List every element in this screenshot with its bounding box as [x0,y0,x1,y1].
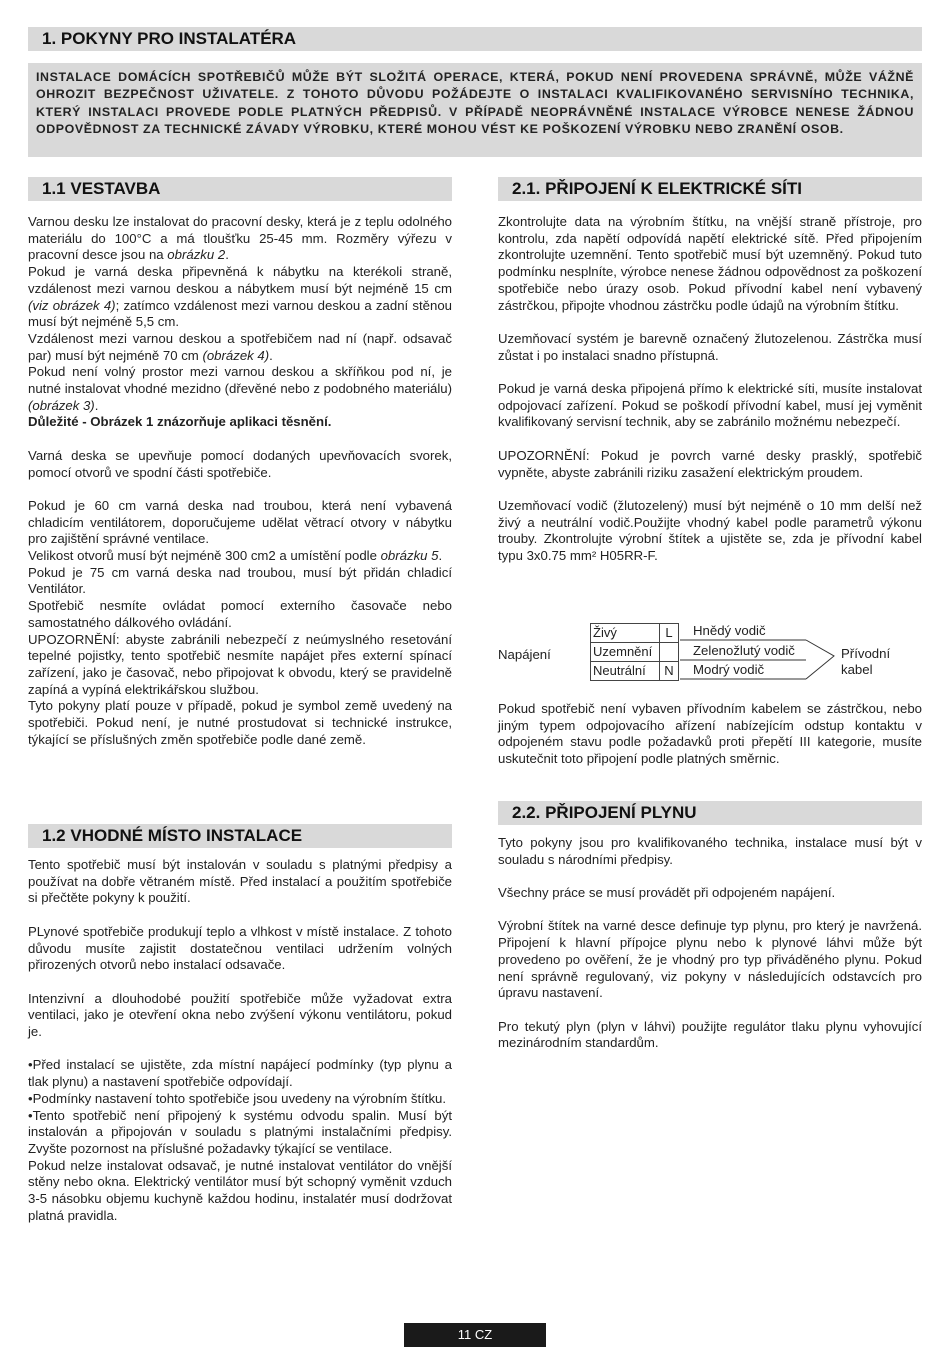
paragraph: Tyto pokyny jsou pro kvalifikovaného technika, instalace musí být v souladu s národními předpisy. [498,835,922,867]
section-1-2-body [28,857,452,1224]
paragraph: •Před instalací se ujistěte, zda místní napájecí podmínky (typ plynu a tlak plynu) a nastavení spotřebiče odpovídají. [28,1057,452,1090]
section-2-1-body-after [498,701,922,768]
paragraph: Varnou desku lze instalovat do pracovní desky, která je z teplu odolného materiálu do 100°C a má tloušťku 25-45 mm. Rozměry výřezu v pracovní desce jsou na obrázku 2. [28,214,452,263]
section-2-2-body [498,835,922,1052]
supply-cable-label-line1: Přívodní [841,646,891,661]
section-1-2-title: 1.2 VHODNÉ MÍSTO INSTALACE [42,826,303,845]
main-header-title: 1. POKYNY PRO INSTALATÉRA [42,29,297,48]
paragraph: Výrobní štítek na varné desce definuje typ plynu, pro který je navržená. Připojení k hlavní přípojce plynu nebo k plynové láhvi může být provedeno po ověření, že je vhodný pro typ přiváděného plynu. Pokud není správně regulovaný, viz pokyny v následujících odstavcích pro úpravu nastavení. [498,918,922,1001]
section-2-1-body [498,214,922,565]
page-number: 11 CZ [404,1323,546,1347]
paragraph: Pro tekutý plyn (plyn v láhvi) použijte regulátor tlaku plynu vyhovující mezinárodním standardům. [498,1018,922,1051]
paragraph: Spotřebič nesmíte ovládat pomocí externího časovače nebo samostatného dálkového ovládání. [28,598,452,630]
section-1-1-header [28,177,452,201]
paragraph: Tyto pokyny platí pouze v případě, pokud je symbol země uvedený na spotřebiči. Pokud není, je nutné prostudovat si technické instrukce, týkající se příslušných změn spotřebiče podle dané země. [28,698,452,747]
supply-label: Napájení [498,647,551,662]
important-note: Důležité - Obrázek 1 znázorňuje aplikaci těsnění. [28,414,332,430]
supply-cable-label-line2: kabel [841,662,873,677]
paragraph: Pokud je 75 cm varná deska nad troubou, musí být přidán chladicí Ventilátor. [28,564,452,597]
warning-box: INSTALACE DOMÁCÍCH SPOTŘEBIČŮ MŮŽE BÝT SLOŽITÁ OPERACE, KTERÁ, POKUD NENÍ PROVEDENA SPRÁVNĚ, MŮŽE VÁŽNĚ OHROZIT BEZPEČNOST UŽIVATELE. Z TOHOTO DŮVODU POŽÁDEJTE O INSTALACI KVALIFIKOVANÉHO SERVISNÍHO TECHNIKA, KTERÝ INSTALACI PROVEDE PODLE PLATNÝCH PŘEDPISŮ. V PŘÍPADĚ NEOPRÁVNĚNÉ INSTALACE VÝROBCE NENESE ŽÁDNOU ODPOVĚDNOST ZA TECHNICKÉ ZÁVADY VÝROBKU, KTERÉ MOHOU VÉST KE POŠKOZENÍ VÝROBKU NEBO ZRANĚNÍ OSOB. [28,63,922,157]
section-1-2-header [28,824,452,848]
paragraph: Pokud spotřebič není vybaven přívodním kabelem se zástrčkou, nebo jiným typem odpojovacího ařízení nabízejícím odstup kontaktu v odpojeném stavu podle požadavků proti přepětí III kategorie, musíte uskutečnit toto připojení podle platných směrnic. [498,701,922,767]
section-2-2-title: 2.2. PŘIPOJENÍ PLYNU [512,803,697,822]
paragraph: Všechny práce se musí provádět při odpojeném napájení. [498,885,836,901]
paragraph: Tento spotřebič musí být instalován v souladu s platnými předpisy a používat na dobře větraném místě. Před instalací a použitím spotřebiče si přečtěte pokyny k použití. [28,857,452,906]
paragraph: Uzemňovací vodič (žlutozelený) musí být nejméně o 10 mm delší než živý a neutrální vodič.Použijte vhodný kabel podle parametrů výkonu trouby. Zkontrolujte výrobní štítek a ujistěte se, zda je přívodní kabel typu 3x0.75 mm² H05RR-F. [498,497,922,563]
green-yellow-wire-label: Zelenožlutý vodič [693,643,795,658]
section-1-1-title: 1.1 VESTAVBA [42,179,161,198]
paragraph: Pokud nelze instalovat odsavač, je nutné instalovat ventilátor do vnější stěny nebo okna. Elektrický ventilátor musí být schopný vyměnit vzduch 3-5 násobku objemu kuchyně každou hodinu, instalatér musí dodržovat platná pravidla. [28,1157,452,1223]
paragraph: Velikost otvorů musí být nejméně 300 cm2 a umístění podle obrázku 5. [28,548,443,564]
paragraph: Intenzivní a dlouhodobé použití spotřebiče může vyžadovat extra ventilaci, jako je otevření okna nebo zvýšení výkonu ventilátoru, pokud je. [28,990,452,1039]
paragraph: Uzemňovací systém je barevně označený žlutozelenou. Zástrčka musí zůstat i po instalaci snadno přístupná. [498,330,922,363]
neutral-cell: Neutrální [590,661,660,681]
paragraph: Pokud je varná deska připevněná k nábytku na kterékoli straně, vzdálenost mezi varnou deskou a nábytkem musí být nejméně 15 cm (viz obrázek 4); zatímco vzdálenost mezi varnou deskou a zadní stěnou musí být nejméně 5,5 cm. [28,264,452,330]
section-2-1-title: 2.1. PŘIPOJENÍ K ELEKTRICKÉ SÍTI [512,179,803,198]
neutral-letter: N [659,661,679,681]
earth-blank [659,642,679,662]
paragraph: Pokud je 60 cm varná deska nad troubou, která není vybavená chladicím ventilátorem, doporučujeme udělat větrací otvory v nábytku pro zajištění správné ventilace. [28,497,452,547]
paragraph: Pokud je varná deska připojená přímo k elektrické síti, musíte instalovat odpojovací zařízení. Pokud se poškodí přívodní kabel, musí jej vyměnit kvalifikovaný servisní technik, aby se zabránilo možnému nebezpečí. [498,381,922,430]
section-1-1-body [28,214,452,748]
paragraph: Varná deska se upevňuje pomocí dodaných upevňovacích svorek, pomocí otvorů ve spodní části spotřebiče. [28,447,452,480]
wiring-diagram [498,620,908,682]
main-header [28,27,922,51]
paragraph: Zkontrolujte data na výrobním štítku, na vnější straně přístroje, pro kontrolu, zda napětí odpovídá napětí elektrické sítě. Před připojením zkontrolujte uzemnění. Tento spotřebič musí být uzemněný. Pokud tuto podmínku nesplníte, výrobce nenese žádnou odpovědnost za poškození spotřebiče nebo úrazy osob. Pokud přívodní kabel není vybavený zástrčkou, připojte vhodnou zástrčku podle údajů na výrobním štítku. [498,214,922,313]
blue-wire-label: Modrý vodič [693,662,765,677]
paragraph: UPOZORNĚNÍ: Pokud je povrch varné desky prasklý, spotřebič vypněte, abyste zabránili riziku zasažení elektrickým proudem. [498,447,922,480]
section-2-1-header [498,177,922,201]
paragraph: Pokud není volný prostor mezi varnou deskou a skříňkou pod ní, je nutné instalovat vhodné mezidno (dřevěné nebo z podobného materiálu) (obrázek 3). [28,364,452,413]
paragraph: •Tento spotřebič není připojený k systému odvodu spalin. Musí být instalován a připojován v souladu s platnými instalačními předpisy. Zvyšte pozornost na příslušné požadavky týkající se ventilace. [28,1107,452,1156]
live-letter: L [659,623,679,643]
cable-bracket-icon [678,620,838,682]
earth-cell: Uzemnění [590,642,660,662]
brown-wire-label: Hnědý vodič [693,623,766,638]
paragraph: UPOZORNĚNÍ: abyste zabránili nebezpečí z neúmyslného resetování tepelné pojistky, tento spotřebič nesmíte napájet přes externí spínací zařízení, jako je časovač, nebo připojovat k obvodu, který se pravidelně zapíná a vypíná elektrikářskou službou. [28,631,452,697]
section-2-2-header [498,801,922,825]
live-cell: Živý [590,623,660,643]
paragraph: Vzdálenost mezi varnou deskou a spotřebičem nad ní (např. odsavač par) musí být nejméně 70 cm (obrázek 4). [28,330,452,363]
paragraph: •Podmínky nastavení tohto spotřebiče jsou uvedeny na výrobním štítku. [28,1090,447,1106]
paragraph: PLynové spotřebiče produkují teplo a vlhkost v místě instalace. Z tohoto důvodu musíte zajistit dostatečnou ventilaci udržením volných přirozených otvorů nebo instalací odsavače. [28,923,452,973]
